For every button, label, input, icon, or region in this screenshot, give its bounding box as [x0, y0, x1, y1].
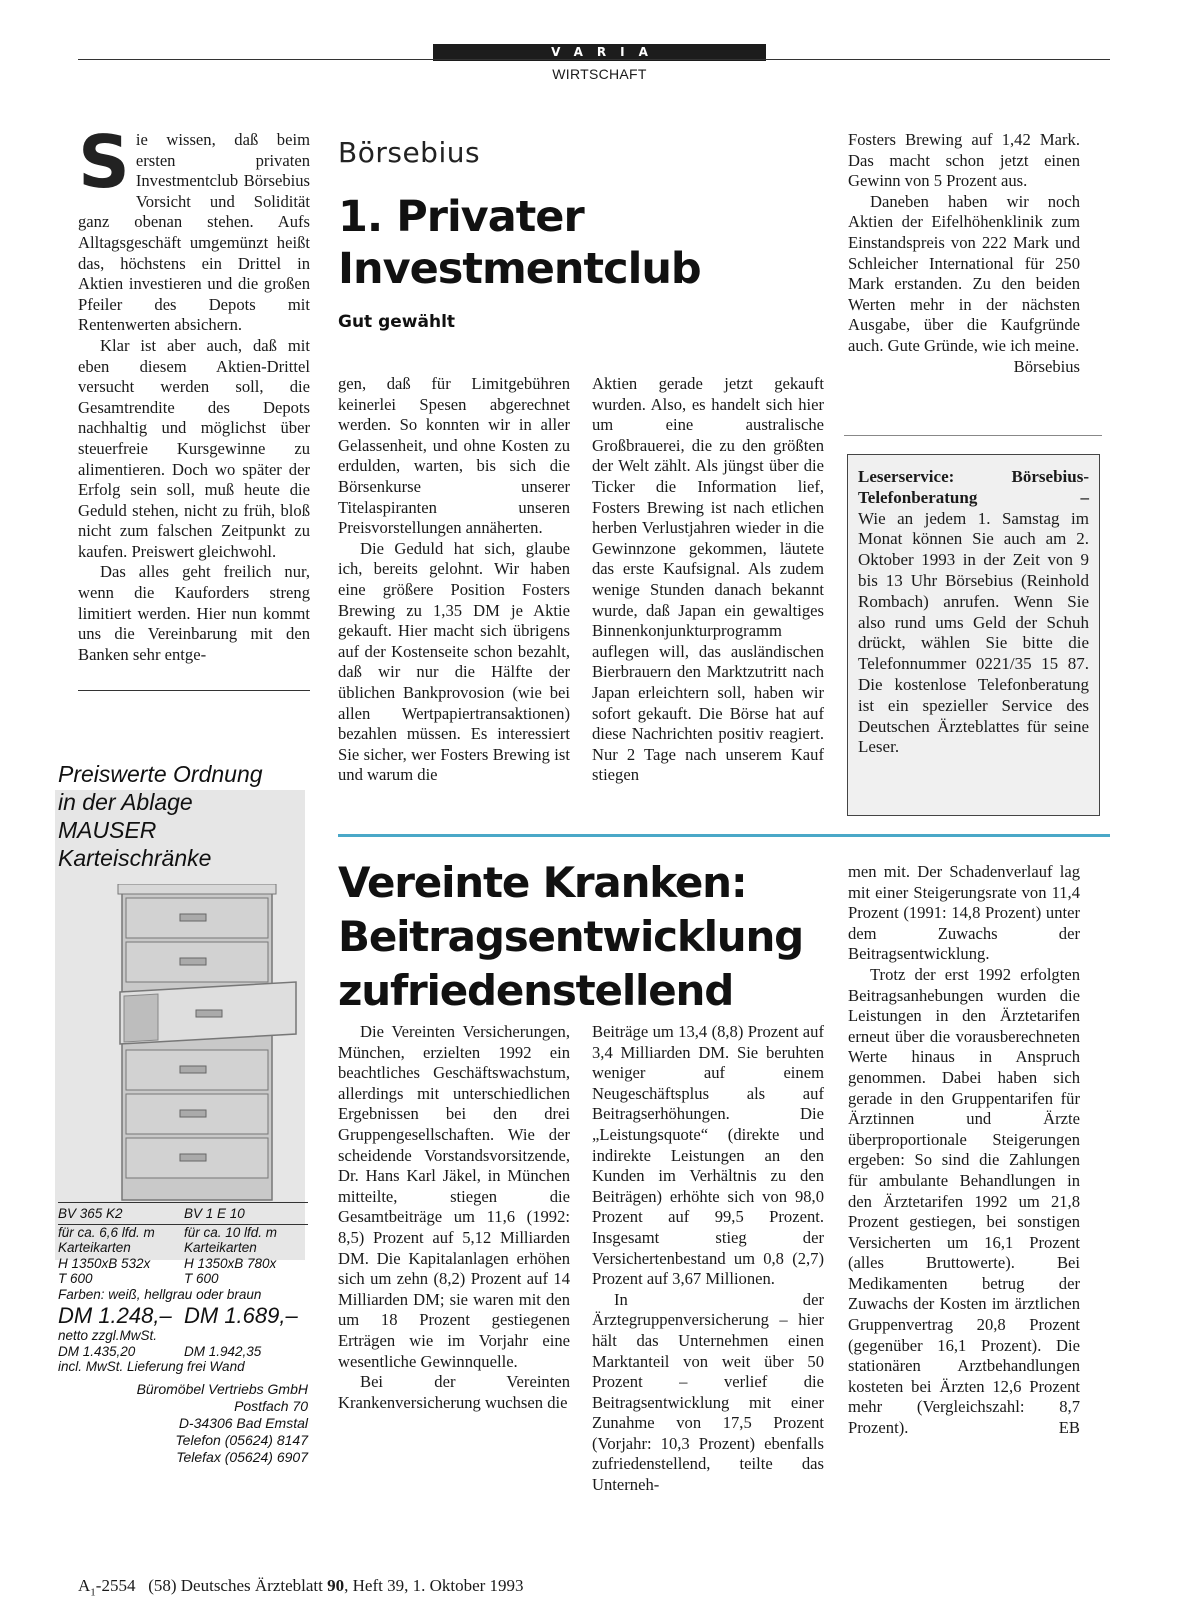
- article1-column-4: [848, 130, 1080, 377]
- ad-contact: [58, 1381, 308, 1466]
- page-sub: 1: [90, 1586, 96, 1599]
- article1-paragraph: gen, daß für Limitgebühren keinerlei Spesen abgerechnet werden. So konnten wir in aller Gelassenheit, und ohne Kosten zu erdulden, warten, bis sich die Börsenkurse unserer Titelaspiranten unseren Preisvorstellungen annäherten.: [338, 374, 570, 538]
- file-cabinet-image: [100, 884, 305, 1204]
- article1-kicker: Börsebius: [338, 136, 481, 169]
- subsection-label: WIRTSCHAFT: [552, 66, 647, 82]
- ad-spec-col: [58, 1225, 184, 1287]
- ad-net-note: netto zzgl.MwSt.: [58, 1328, 158, 1343]
- ad-spec: H 1350xB 780x: [184, 1255, 277, 1271]
- article2-headline: [338, 856, 838, 1018]
- article1-column-2: [338, 374, 570, 786]
- ad-spec: Karteikarten: [184, 1240, 257, 1255]
- headline-line: 1. Privater: [338, 192, 584, 242]
- ad-spec: T 600: [58, 1271, 93, 1286]
- article1-headline: [338, 191, 818, 295]
- article2-column-3: [848, 862, 1080, 1439]
- ad-prices: [58, 1304, 308, 1328]
- infobox-text: Wie an jedem 1. Samstag im Monat können Sie auch am 2. Oktober 1993 in der Zeit von 9 bis 13 Uhr Börsebius (Reinhold Rombach) anrufen. Wenn Sie also rund ums Geld der Schuh drückt, wählen Sie bitte die Telefonnummer 0221/35 15 87. Die kostenlose Telefonberatung ist ein spezieller Service des Deutschen Ärzteblattes für seine Leser.: [858, 508, 1089, 757]
- ad-specs: [58, 1202, 308, 1466]
- ad-gross: [58, 1344, 308, 1360]
- page-footer: [78, 1576, 524, 1598]
- article2-paragraph: Beiträge um 13,4 (8,8) Prozent auf 3,4 Milliarden DM. Sie beruhten weniger auf einem Neugeschäftsplus als auf Beitragserhöhungen. Die „Leistungsquote“ (direkte und indirekte Leistungen an den Kunden im Verhältnis zu den Beiträgen) erhöhte sich von 98,0 Prozent auf 99,5 Prozent. Insgesamt stieg der Versichertenbestand um 0,8 (2,7) Prozent auf 3,67 Millionen.: [592, 1022, 824, 1289]
- article2-column-2: [592, 1022, 824, 1496]
- ad-title-line: Karteischränke: [58, 845, 212, 871]
- article2-paragraph: Bei der Vereinten Krankenversicherung wuchsen die: [338, 1372, 570, 1412]
- header-rule: [78, 59, 1110, 60]
- headline-line: Investmentclub: [338, 244, 701, 294]
- volume: 90: [327, 1576, 345, 1595]
- article1-column-3: [592, 374, 824, 786]
- article1-paragraph: Fosters Brewing auf 1,42 Mark. Das macht schon jetzt einen Gewinn von 5 Prozent aus.: [848, 130, 1080, 191]
- ad-spec: Karteikarten: [58, 1240, 131, 1255]
- ad-title: [58, 760, 318, 872]
- ad-price: DM 1.689,–: [184, 1303, 298, 1328]
- article2-paragraph: [848, 965, 1080, 1439]
- section-label: VARIA: [433, 44, 766, 61]
- article1-paragraph: Die Geduld hat sich, glaube ich, bereits gelohnt. Wir haben eine größere Position Fosters Brewing zu 1,35 DM je Aktie gekauft. Hier macht sich übrigens auf der Kostenseite schon bezahlt, daß wir nur die Hälfte der üblichen Bankprovosion (wie bei allen Wertpapiertransaktionen) bezahlen müssen. Es interessiert Sie sicher, wer Fosters Brewing ist und warum die: [338, 538, 570, 785]
- article1-paragraph: Das alles geht freilich nur, wenn die Kauforders streng limitiert werden. Hier nun kommt uns die Vereinbarung mit den Banken sehr entge-: [78, 562, 310, 664]
- paragraph-text: Trotz der erst 1992 erfolgten Beitragsanhebungen wurden die Leistungen in den Ärztetarifen erneut über die vorausberechneten Werte hinaus in Anspruch genommen. Dabei haben sich gerade in den Gruppentarifen für Ärztinnen und Ärzte überproportionale Steigerungen ergeben: So sind die Zahlungen für ambulante Behandlungen in den Ärztetarifen 1992 um 21,8 Prozent gestiegen, bei sonstigen Versicherten um 16,1 Prozent (alles Bruttowerte). Bei Medikamenten betrug der Zuwachs der Kosten im ärztlichen Gruppenvertrag 20,8 Prozent (gegenüber 16,1 Prozent). Die stationären Arztbehandlungen kosteten bei Ärzten 12,6 Prozent mehr (Vergleichszahl: 8,7 Prozent).: [848, 964, 1080, 1438]
- ad-delivery: incl. MwSt. Lieferung frei Wand: [58, 1359, 245, 1374]
- article1-paragraph: Aktien gerade jetzt gekauft wurden. Also, es handelt sich hier um eine australische Großbrauerei, die zu den größten der Welt zählt. Als jüngst über die Ticker die Information lief, Fosters Brewing ist nach etlichen herben Verlustjahren wieder in die Gewinnzone gekommen, läutete das erste Kaufsignal. Als zudem wenige Stunden danach bekannt wurde, daß Japan ein gewaltiges Binnenkonjunkturprogramm auflegen will, das ausländischen Bierbrauern den Marktzutritt nach Japan erleichtern soll, haben wir sofort gekauft. Die Börse hat auf diese Nachrichten positiv reagiert. Nur 2 Tage nach unserem Kauf stiegen: [592, 374, 824, 785]
- author-signature: EB: [1058, 1418, 1080, 1438]
- ad-spec: H 1350xB 532x: [58, 1255, 151, 1271]
- article2-paragraph: men mit. Der Schadenverlauf lag mit einer Steigerungsrate von 11,4 Prozent (1991: 14,8 Prozent) unter dem Zuwachs der Beitragsentwicklung.: [848, 862, 1080, 964]
- headline-line: Beitragsentwicklung: [338, 912, 804, 961]
- ad-fax: Telefax (05624) 6907: [176, 1448, 308, 1465]
- ad-city: D-34306 Bad Emstal: [178, 1414, 308, 1431]
- article1-column-1: [78, 120, 310, 665]
- article1-paragraph: [848, 191, 1080, 376]
- page-number: -2554: [95, 1576, 136, 1595]
- ad-spec: für ca. 10 lfd. m: [184, 1224, 278, 1240]
- author-signature: Börsebius: [1013, 356, 1080, 376]
- ad-title-line: in der Ablage: [58, 789, 193, 815]
- article1-paragraph: Klar ist aber auch, daß mit eben diesem Aktien-Drittel versucht werden soll, die Gesamtrendite des Depots nachhaltig und möglichst über steuerfreie Kursgewinne zu alimentieren. Doch wo später der Erfolg sein soll, muß heute die Geduld stehen, nicht zu früh, bloß nicht zum falschen Zeitpunkt zu kaufen. Preiswert gleichwohl.: [78, 335, 310, 561]
- ad-spec: für ca. 6,6 lfd. m: [58, 1224, 155, 1240]
- ad-model: BV 365 K2: [58, 1206, 123, 1221]
- article1-subheadline: Gut gewählt: [338, 312, 456, 332]
- dropcap: S: [78, 120, 130, 204]
- ad-postbox: Postfach 70: [234, 1397, 308, 1414]
- ad-model: BV 1 E 10: [184, 1206, 245, 1221]
- ad-models: [58, 1203, 308, 1222]
- ad-phone: Telefon (05624) 8147: [175, 1431, 308, 1448]
- article2-column-1: [338, 1022, 570, 1413]
- ad-gross-price: DM 1.942,35: [184, 1343, 262, 1359]
- article2-paragraph: Die Vereinten Versicherungen, München, erzielten 1992 ein beachtliches Geschäftswachstum, allerdings mit unterschiedlichen Ergebnissen bei den drei Gruppengesellschaften. Wie der scheidende Vorstandsvorsitzende, Dr. Hans Karl Jäkel, in München mitteilte, stiegen die Gesamtbeiträge um 11,6 (1992: 8,5) Prozent auf 5,12 Milliarden DM. Die Kapitalanlagen erhöhen sich um zehn (8,2) Prozent auf 14 Milliarden DM; sie waren mit den um 18 Prozent gestiegenen Erträgen wie im Vorjahr eine wesentliche Gewinnquelle.: [338, 1022, 570, 1371]
- leserservice-box: [847, 454, 1100, 816]
- ad-title-line: MAUSER: [58, 817, 157, 843]
- ad-company: Büromöbel Vertriebs GmbH: [136, 1380, 308, 1397]
- ad-price: DM 1.248,–: [58, 1303, 172, 1328]
- infobox-title: Leserservice: Börsebius-Telefonberatung: [858, 467, 1089, 507]
- box-rule: [844, 435, 1102, 436]
- infobox-dash: –: [1080, 487, 1089, 507]
- article1-paragraph: ie wissen, daß beim ersten privaten Investmentclub Börsebius Vorsicht und Solidität ganz obenan stehen. Aufs Alltagsgeschäft umgemünzt heißt das, höchstens ein Drittel in Aktien investieren und die großen Pfeiler des Depots mit Rentenwerten absichern.: [78, 130, 310, 335]
- ad-spec: T 600: [184, 1271, 219, 1286]
- column-rule: [78, 690, 310, 691]
- ad-title-line: Preiswerte Ordnung: [58, 761, 263, 787]
- ad-gross-price: DM 1.435,20: [58, 1343, 136, 1359]
- ad-spec-table: [58, 1225, 308, 1287]
- article-separator: [338, 834, 1110, 837]
- paragraph-text: Daneben haben wir noch Aktien der Eifelhöhenklinik zum Einstandspreis von 222 Mark und Schleicher International für 250 Mark erstanden. Zu den beiden Werten mehr in der nächsten Ausgabe, über die Kaufgründe auch. Gute Gründe, wie ich meine.: [848, 191, 1080, 355]
- page-code: A: [78, 1576, 91, 1595]
- ad-spec-col: [184, 1225, 277, 1287]
- ad-colors: Farben: weiß, hellgrau oder braun: [58, 1286, 262, 1302]
- issue-info: , Heft 39, 1. Oktober 1993: [344, 1576, 524, 1595]
- article2-paragraph: In der Ärztegruppenversicherung – hier hält das Unternehmen einen Marktanteil von weit über 50 Prozent – verlief die Beitragsentwicklung mit einer Zunahme von 17,5 Prozent (Vorjahr: 10,3 Prozent) ebenfalls zufriedenstellend, teilte das Unterneh-: [592, 1289, 824, 1495]
- headline-line: Vereinte Kranken:: [338, 858, 747, 907]
- headline-line: zufriedenstellend: [338, 966, 734, 1015]
- issue-page: (58) Deutsches Ärzteblatt: [148, 1576, 323, 1595]
